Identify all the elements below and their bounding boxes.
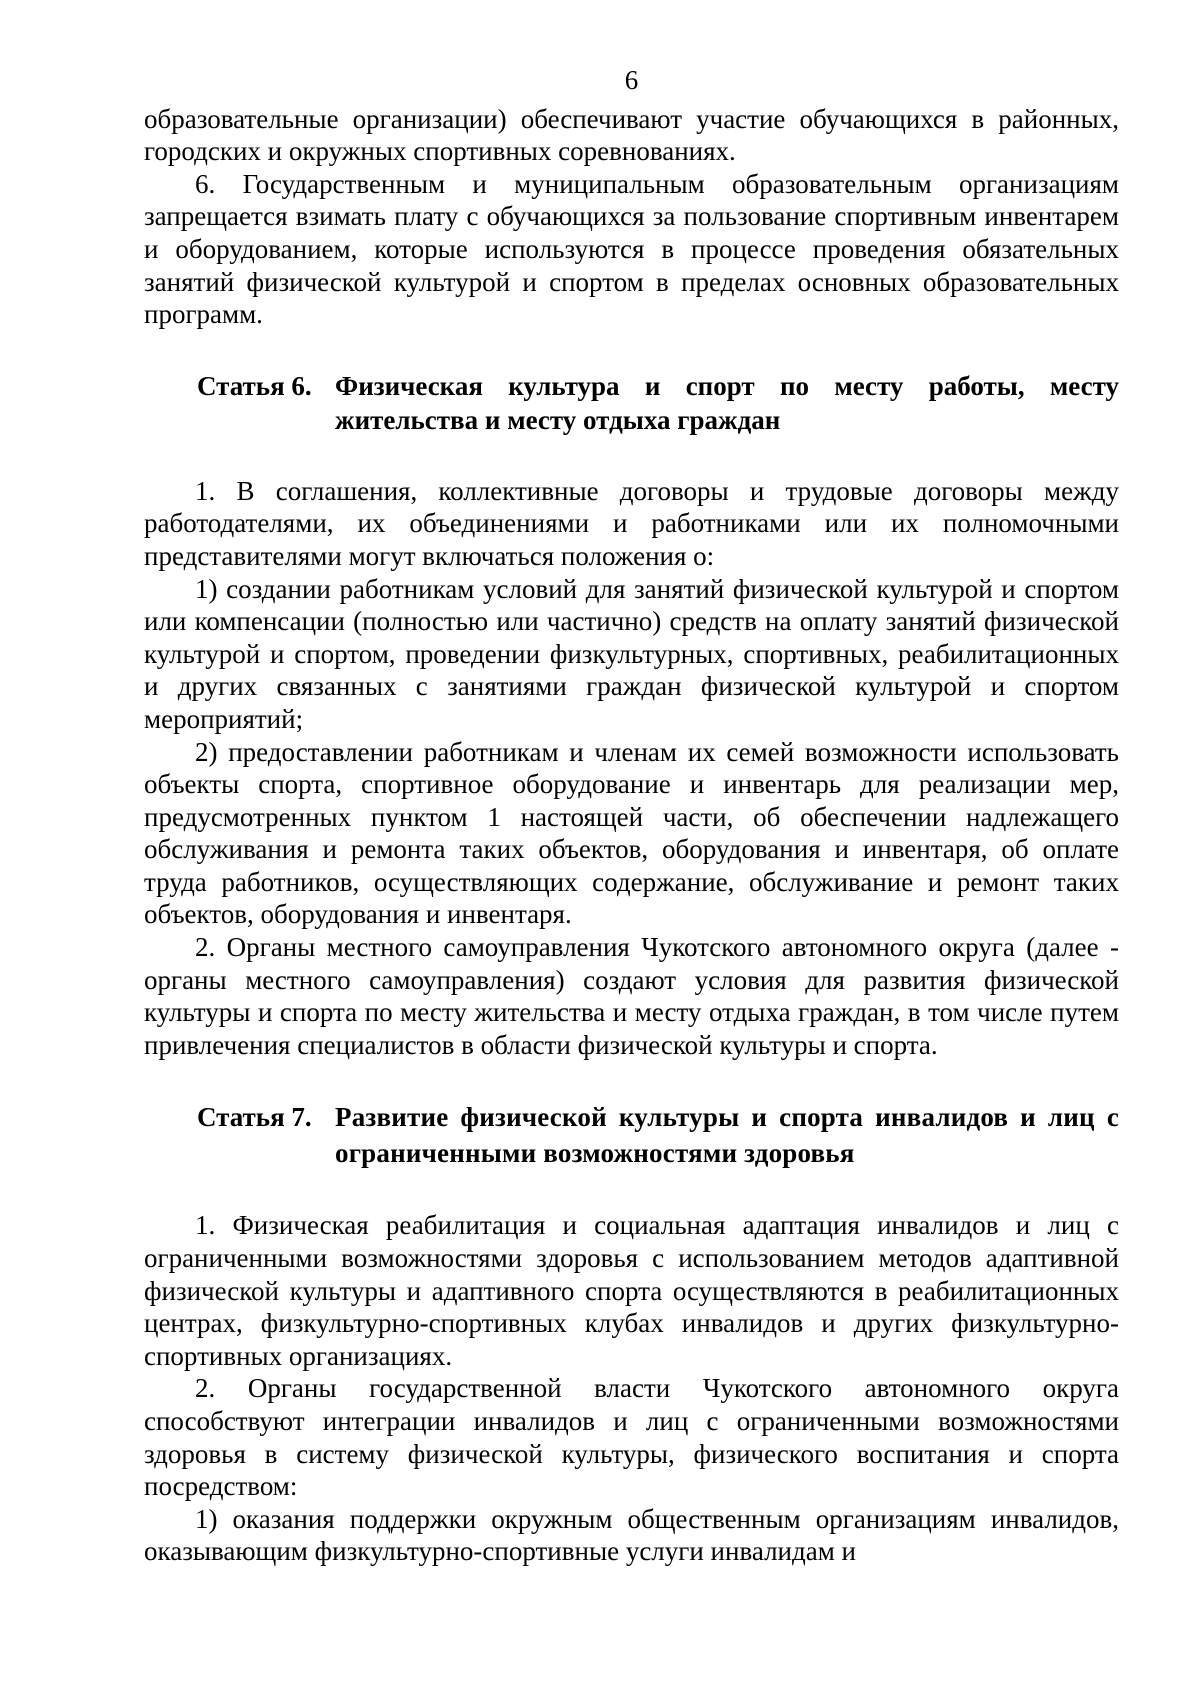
article-6-paragraph-2: 2. Органы местного самоуправления Чукотского автономного округа (далее - органы местного самоуправления) создают условия для развития физической культуры и спорта по месту жительства и месту отдыха граждан, в том числе путем привлечения специалистов в области физической культуры и спорта.	[144, 932, 1119, 1060]
article-7-paragraph-2: 2. Органы государственной власти Чукотского автономного округа способствуют интеграции инвалидов и лиц с ограниченными возможностями здоровья в систему физической культуры, физического воспитания и спорта посредством:	[144, 1373, 1119, 1502]
page-number: 6	[624, 65, 639, 95]
article-7-paragraph-1: 1. Физическая реабилитация и социальная адаптация инвалидов и лиц с ограниченными возможностями здоровья с использованием методов адаптивной физической культуры и адаптивного спорта осуществляются в реабилитационных центрах, физкультурно-спортивных клубах инвалидов и других физкультурно-спортивных организациях.	[144, 1210, 1119, 1371]
document-page	[144, 64, 1119, 1568]
article-6-paragraph-1: 1. В соглашения, коллективные договоры и трудовые договоры между работодателями, их объединениями и работниками или их полномочными представителями могут включаться положения о:	[144, 475, 1119, 571]
article-6-number: Статья 6.	[197, 370, 312, 401]
article-7-heading	[197, 1099, 1119, 1171]
paragraph-continuation: образовательные организации) обеспечивают участие обучающихся в районных, городских и окружных спортивных соревнованиях.	[144, 103, 1119, 167]
article-7-subitem-1: 1) оказания поддержки окружным общественным организациям инвалидов, оказывающим физкультурно-спортивные услуги инвалидам и	[144, 1503, 1119, 1567]
article-6-subitem-2: 2) предоставлении работникам и членам их семей возможности использовать объекты спорта, спортивное оборудование и инвентарь для реализации мер, предусмотренных пунктом 1 настоящей части, об обеспечении надлежащего обслуживания и ремонта таких объектов, оборудования и инвентаря, об оплате труда работников, осуществляющих содержание, обслуживание и ремонт таких объектов, оборудования и инвентаря.	[144, 736, 1119, 930]
paragraph-item-6: 6. Государственным и муниципальным образовательным организациям запрещается взимать плату с обучающихся за пользование спортивным инвентарем и оборудованием, которые используются в процессе проведения обязательных занятий физической культурой и спортом в пределах основных образовательных программ.	[144, 168, 1119, 330]
article-7-number: Статья 7.	[197, 1102, 312, 1133]
article-6-subitem-1: 1) создании работникам условий для занятий физической культурой и спортом или компенсации (полностью или частично) средств на оплату занятий физической культурой и спортом, проведении физкультурных, спортивных, реабилитационных и других связанных с занятиями граждан физической культурой и спортом мероприятий;	[144, 573, 1119, 734]
article-6-heading	[197, 369, 1119, 437]
article-7-title: Развитие физической культуры и спорта инвалидов и лиц с ограниченными возможностями здоровья	[335, 1102, 1119, 1169]
article-6-title: Физическая культура и спорт по месту работы, месту жительства и месту отдыха граждан	[335, 370, 1119, 435]
